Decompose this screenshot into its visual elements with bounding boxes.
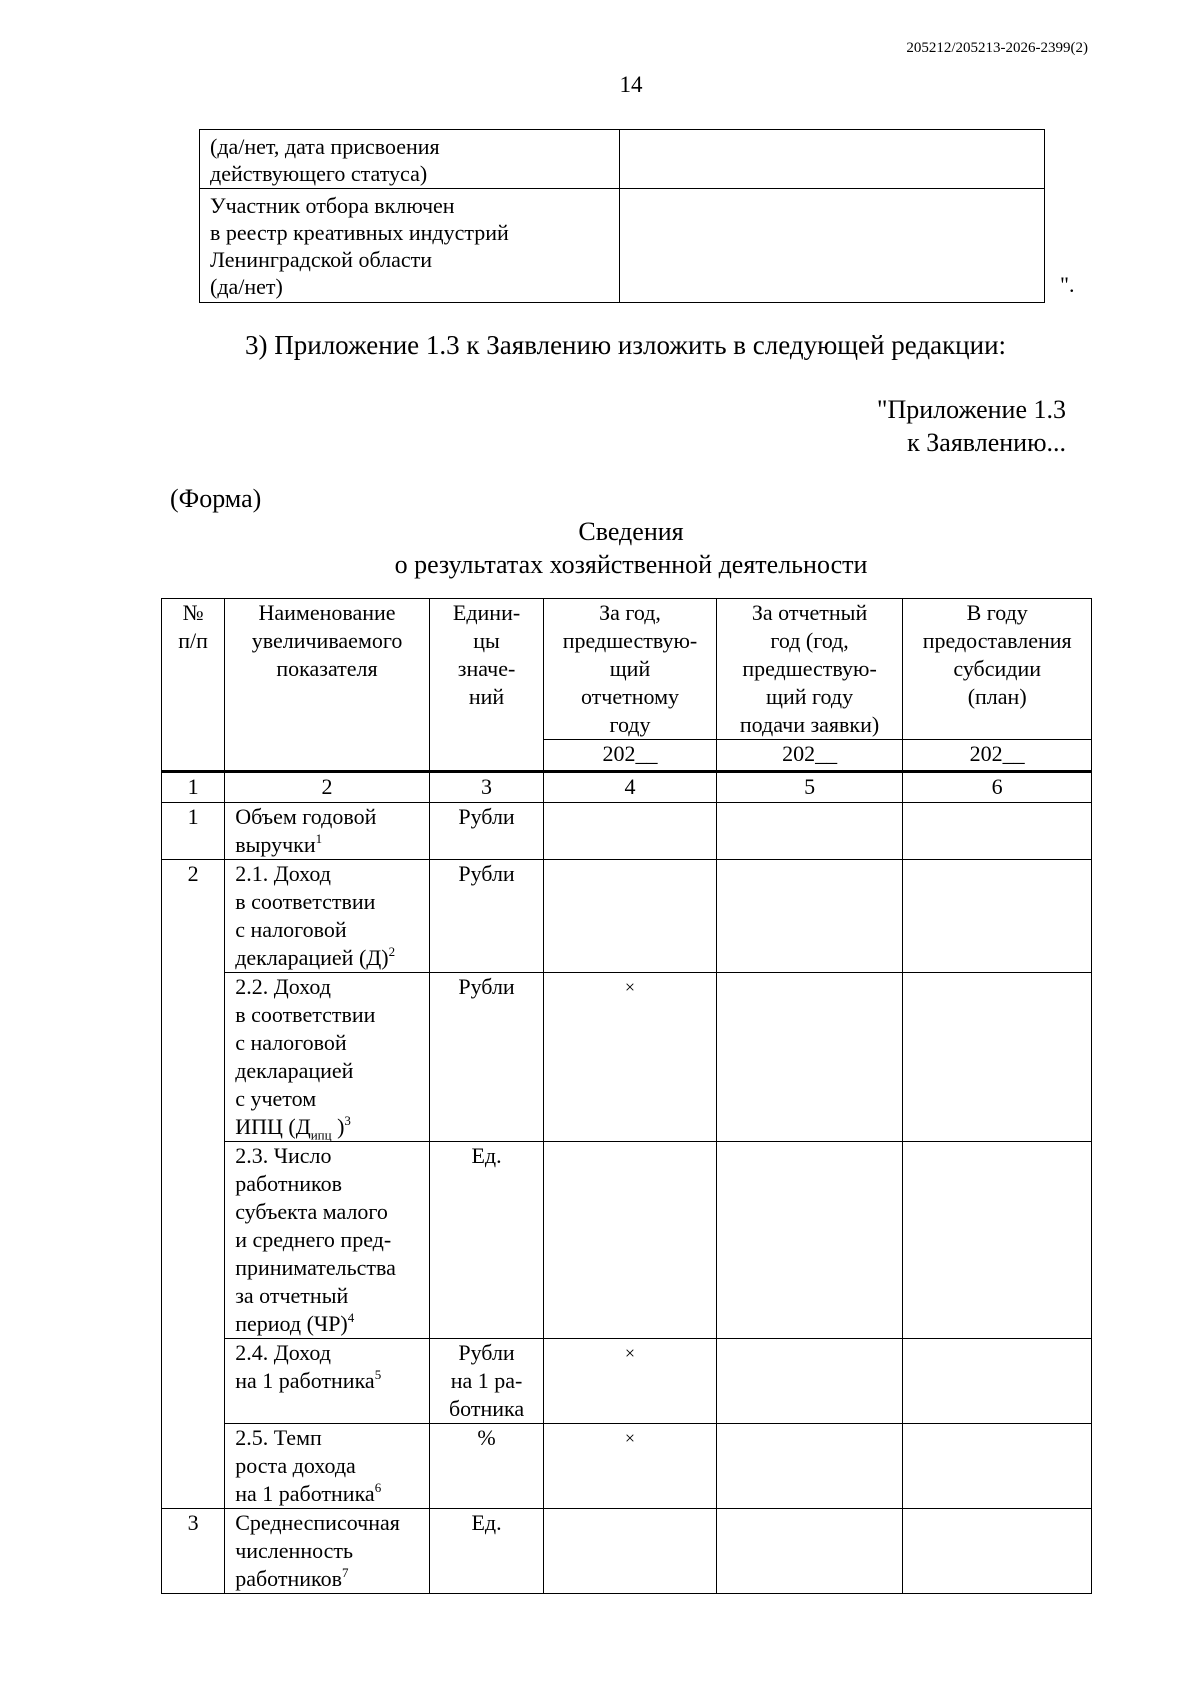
- footnote-mark: 1: [315, 831, 323, 846]
- value-cell: [903, 1424, 1092, 1509]
- document-number: 205212/205213-2026-2399(2): [906, 40, 1088, 56]
- name-line: 2.4. Доход: [235, 1340, 331, 1365]
- status-label-cell: [200, 130, 620, 189]
- name-line: ИПЦ ($Д_{ипц}$ )$^3$: [235, 1113, 351, 1143]
- unit-cell: [429, 1339, 543, 1424]
- value-cell: [716, 1424, 903, 1509]
- title-line: о результатах хозяйственной деятельности: [394, 550, 868, 579]
- year-cell: 202__: [903, 740, 1092, 772]
- year-cell: 202__: [716, 740, 903, 772]
- table-row: [200, 189, 1045, 303]
- name-line: с учетом: [235, 1086, 317, 1111]
- unit-cell: [429, 1424, 543, 1509]
- name-line: в соответствии: [235, 889, 376, 914]
- name-line: за отчетный: [235, 1283, 349, 1308]
- name-line: на 1 работника$^5$: [235, 1367, 382, 1393]
- value-cell: [903, 1339, 1092, 1424]
- registry-label-cell: [200, 189, 620, 303]
- section-title: [0, 515, 1200, 581]
- header-cell: [544, 599, 717, 740]
- registry-label-line: Ленинградской области: [210, 247, 432, 272]
- indicator-name: [225, 1339, 430, 1424]
- header-line: п/п: [178, 628, 208, 653]
- indicator-name: [225, 1509, 430, 1594]
- header-line: предшествую-: [742, 656, 877, 681]
- name-line: работников$^7$: [235, 1565, 349, 1591]
- indicator-name: [225, 803, 430, 860]
- year-cell: 202__: [544, 740, 717, 772]
- header-cell: [716, 599, 903, 740]
- header-line: предшествую-: [562, 628, 698, 653]
- unit-cell: [429, 1509, 543, 1594]
- unit-cell: [429, 973, 543, 1142]
- registry-value-cell: [620, 189, 1045, 303]
- header-line: щий году: [766, 684, 854, 709]
- name-line: в соответствии: [235, 1002, 376, 1027]
- name-line: декларацией $(Д)^2$: [235, 944, 396, 970]
- unit-cell: [429, 803, 543, 860]
- registry-label-line: в реестр креативных индустрий: [210, 220, 509, 245]
- unit-cell: [429, 860, 543, 973]
- status-label-line: действующего статуса): [210, 161, 428, 186]
- table-row: [162, 973, 1092, 1142]
- name-line: Объем годовой: [235, 804, 377, 829]
- unit-line: Ед.: [471, 1510, 502, 1535]
- footnote-mark: 4: [347, 1310, 355, 1325]
- not-applicable-mark: ×: [544, 973, 717, 1142]
- column-number: 3: [429, 772, 543, 803]
- column-number-row: [162, 772, 1092, 803]
- row-number: 2: [162, 860, 225, 1509]
- value-cell: [903, 803, 1092, 860]
- row-number: 1: [162, 803, 225, 860]
- status-label-line: (да/нет, дата присвоения: [210, 134, 440, 159]
- header-line: (план): [967, 684, 1027, 709]
- header-cell: [162, 599, 225, 772]
- header-line: ний: [468, 684, 505, 709]
- footnote-mark: 6: [374, 1480, 382, 1495]
- name-line: численность: [235, 1538, 354, 1563]
- value-cell: [903, 860, 1092, 973]
- header-line: За год,: [599, 600, 661, 625]
- closing-quote: ".: [1060, 272, 1075, 297]
- name-line: выручки$^1$: [235, 831, 323, 857]
- name-line: роста дохода: [235, 1453, 356, 1478]
- name-line: на 1 работника$^6$: [235, 1480, 382, 1506]
- header-line: В году: [966, 600, 1028, 625]
- table-row: [200, 130, 1045, 189]
- unit-line: %: [477, 1425, 496, 1450]
- value-cell: [716, 860, 903, 973]
- name-line: 2.5. Темп: [235, 1425, 322, 1450]
- header-line: субсидии: [953, 656, 1041, 681]
- name-line: и среднего пред-: [235, 1227, 392, 1252]
- unit-line: ботника: [448, 1396, 525, 1421]
- value-cell: [544, 860, 717, 973]
- table-row: [162, 1142, 1092, 1339]
- unit-line: Рубли: [458, 804, 515, 829]
- appendix-line: "Приложение 1.3: [876, 395, 1066, 424]
- registry-label-line: (да/нет): [210, 274, 283, 299]
- value-cell: [903, 973, 1092, 1142]
- name-line: 2.2. Доход: [235, 974, 331, 999]
- name-line: период (ЧР)$^4$: [235, 1310, 355, 1336]
- footnote-mark: 7: [342, 1565, 349, 1580]
- header-line: год (год,: [770, 628, 849, 653]
- header-cell: [225, 599, 430, 772]
- table-row: [162, 1509, 1092, 1594]
- not-applicable-mark: ×: [544, 1339, 717, 1424]
- name-line: субъекта малого: [235, 1199, 388, 1224]
- header-line: щий: [609, 656, 651, 681]
- registry-label-line: Участник отбора включен: [210, 193, 455, 218]
- header-line: Наименование: [258, 600, 396, 625]
- header-line: За отчетный: [751, 600, 868, 625]
- status-table: [199, 129, 1045, 303]
- header-line: увеличиваемого: [251, 628, 403, 653]
- results-table: [161, 598, 1092, 1594]
- header-line: Едини-: [452, 600, 521, 625]
- unit-line: Рубли: [458, 974, 515, 999]
- unit-line: Ед.: [471, 1143, 502, 1168]
- unit-line: на 1 ра-: [450, 1368, 523, 1393]
- value-cell: [544, 1142, 717, 1339]
- appendix-reference: [877, 393, 1066, 459]
- name-line: с налоговой: [235, 917, 347, 942]
- header-line: значе-: [457, 656, 516, 681]
- value-cell: [716, 973, 903, 1142]
- unit-line: Рубли: [458, 1340, 515, 1365]
- value-cell: [544, 803, 717, 860]
- header-cell: [429, 599, 543, 772]
- column-number: 2: [225, 772, 430, 803]
- name-line: декларацией: [235, 1058, 354, 1083]
- value-cell: [716, 803, 903, 860]
- table-row: [162, 1424, 1092, 1509]
- not-applicable-mark: ×: [544, 1424, 717, 1509]
- value-cell: [544, 1509, 717, 1594]
- indicator-name: [225, 973, 430, 1142]
- header-line: отчетному: [580, 684, 680, 709]
- header-line: подачи заявки): [739, 712, 880, 737]
- name-line: 2.1. Доход: [235, 861, 331, 886]
- name-line: принимательства: [235, 1255, 396, 1280]
- footnote-mark: 5: [374, 1367, 382, 1382]
- page-number: 14: [619, 72, 643, 97]
- name-line: Среднесписочная: [235, 1510, 400, 1535]
- unit-cell: [429, 1142, 543, 1339]
- header-line: №: [182, 600, 204, 625]
- header-line: показателя: [276, 656, 378, 681]
- value-cell: [903, 1142, 1092, 1339]
- form-label: (Форма): [170, 484, 262, 513]
- column-number: 4: [544, 772, 717, 803]
- header-line: цы: [473, 628, 500, 653]
- value-cell: [903, 1509, 1092, 1594]
- column-number: 6: [903, 772, 1092, 803]
- indicator-name: [225, 1424, 430, 1509]
- header-row: [162, 599, 1092, 740]
- value-cell: [716, 1339, 903, 1424]
- name-line: 2.3. Число: [235, 1143, 332, 1168]
- indicator-name: [225, 1142, 430, 1339]
- title-line: Сведения: [578, 517, 684, 546]
- footnote-mark: 3: [344, 1113, 351, 1128]
- name-line: работников: [235, 1171, 342, 1196]
- row-number: 3: [162, 1509, 225, 1594]
- table-row: [162, 860, 1092, 973]
- status-value-cell: [620, 130, 1045, 189]
- value-cell: [716, 1509, 903, 1594]
- column-number: 5: [716, 772, 903, 803]
- unit-line: Рубли: [458, 861, 515, 886]
- indicator-name: [225, 860, 430, 973]
- header-line: предоставления: [922, 628, 1072, 653]
- subscript: ипц: [310, 1127, 332, 1143]
- value-cell: [716, 1142, 903, 1339]
- table-row: [162, 803, 1092, 860]
- table-row: [162, 1339, 1092, 1424]
- footnote-mark: 2: [388, 944, 396, 959]
- header-cell: [903, 599, 1092, 740]
- column-number: 1: [162, 772, 225, 803]
- header-line: году: [609, 712, 651, 737]
- name-line: с налоговой: [235, 1030, 347, 1055]
- amendment-paragraph: 3) Приложение 1.3 к Заявлению изложить в следующей редакции:: [245, 330, 1007, 360]
- appendix-line: к Заявлению...: [907, 428, 1066, 457]
